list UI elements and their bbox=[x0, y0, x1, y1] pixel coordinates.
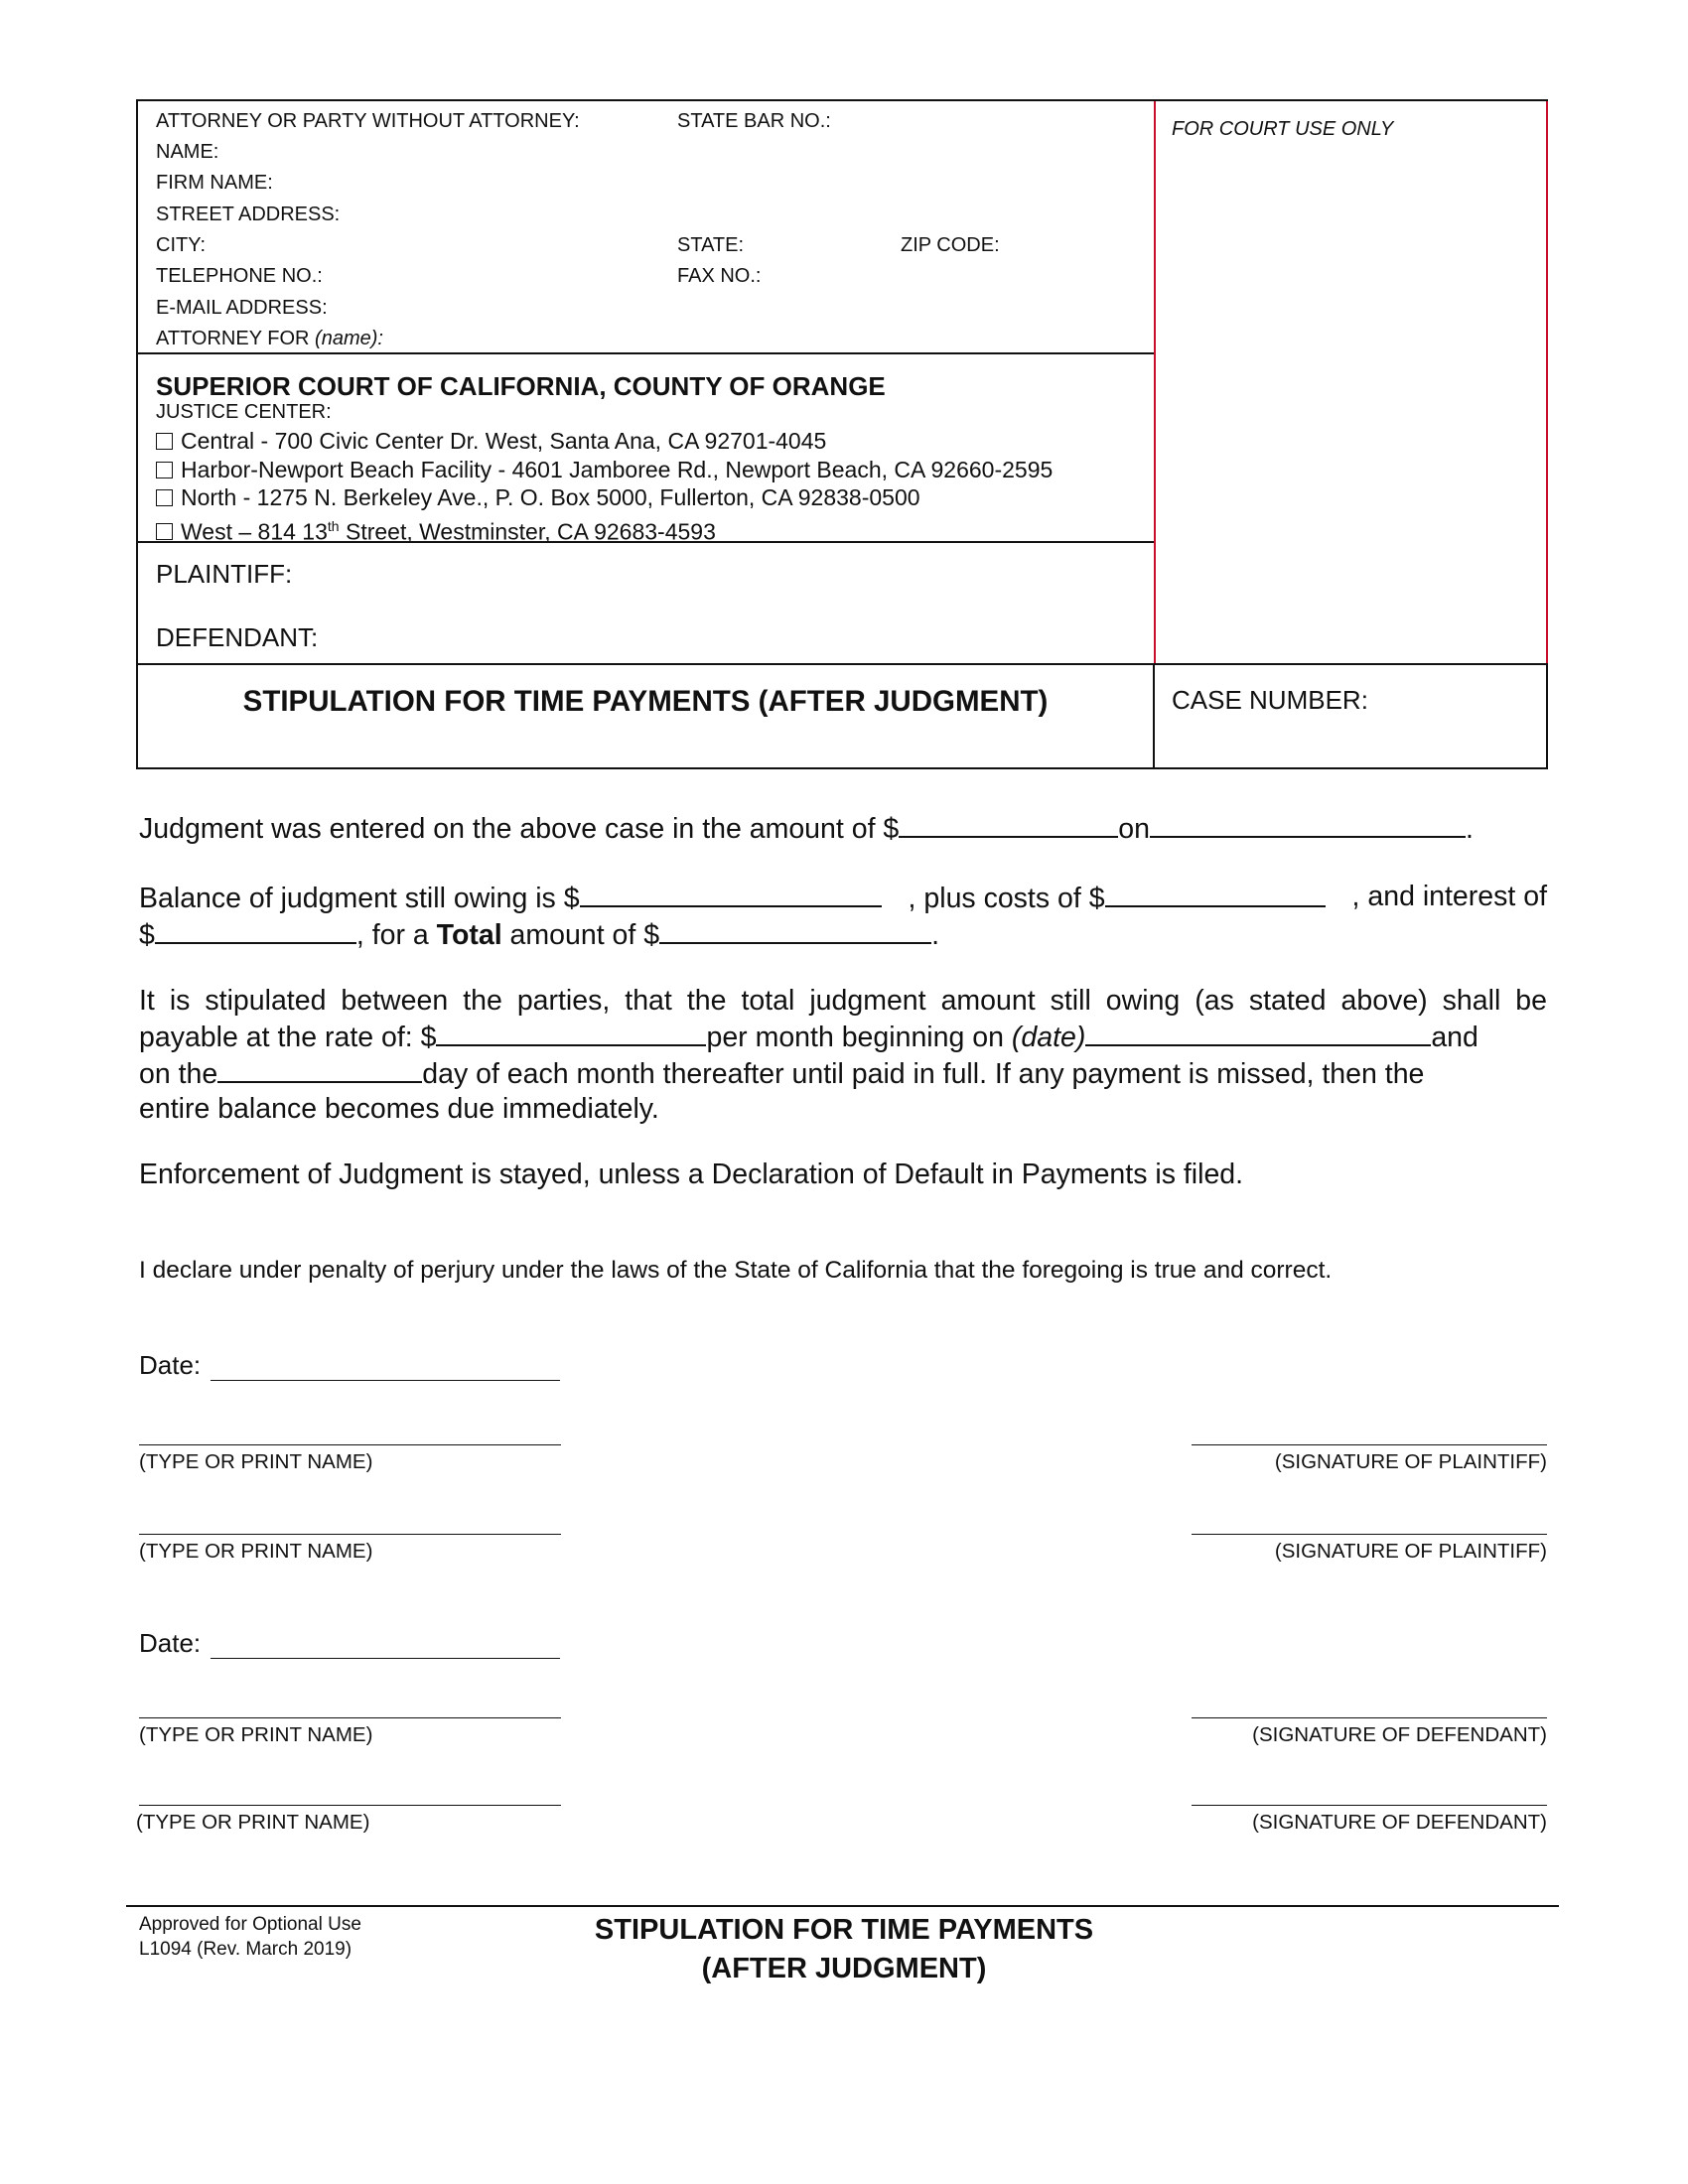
judgment-entered-paragraph bbox=[139, 810, 1547, 847]
text: , plus costs of $ bbox=[908, 883, 1105, 914]
footer-form-info bbox=[139, 1912, 361, 1962]
text: on bbox=[1118, 813, 1150, 845]
footer-title-line-2: (AFTER JUDGMENT) bbox=[701, 1953, 987, 1984]
plaintiff-signature-field-1[interactable] bbox=[1192, 1444, 1547, 1445]
firm-name-label: FIRM NAME: bbox=[156, 172, 273, 194]
text: It is stipulated between the parties, that the total judgment amount still owing (as stated above) shall be bbox=[139, 985, 1547, 1017]
text: . bbox=[931, 919, 939, 951]
defendant-date-field[interactable] bbox=[211, 1658, 560, 1659]
city-label: CITY: bbox=[156, 234, 207, 256]
checkbox[interactable] bbox=[156, 433, 173, 450]
declaration-statement: I declare under penalty of perjury under the laws of the State of California that the foregoing is true and correct. bbox=[139, 1257, 1333, 1284]
enforcement-paragraph: Enforcement of Judgment is stayed, unless a Declaration of Default in Payments is filed. bbox=[139, 1159, 1244, 1190]
text: amount of $ bbox=[509, 919, 660, 951]
text: . bbox=[1465, 813, 1474, 845]
interest-field[interactable] bbox=[155, 916, 356, 944]
text: entire balance becomes due immediately. bbox=[139, 1093, 659, 1125]
street-address-label: STREET ADDRESS: bbox=[156, 204, 341, 225]
defendant-label: DEFENDANT: bbox=[156, 622, 319, 652]
fax-label: FAX NO.: bbox=[677, 265, 762, 287]
form-number: L1094 (Rev. March 2019) bbox=[139, 1939, 352, 1960]
approved-label: Approved for Optional Use bbox=[139, 1914, 361, 1935]
justice-center-harbor[interactable] bbox=[156, 456, 1053, 484]
text: per month beginning on bbox=[706, 1022, 1004, 1053]
center-label-prefix: West – 814 13 bbox=[181, 518, 328, 545]
form-title: STIPULATION FOR TIME PAYMENTS (AFTER JUDGMENT) bbox=[242, 685, 1049, 718]
balance-owing-field[interactable] bbox=[580, 880, 882, 907]
text: payable at the rate of: $ bbox=[139, 1022, 437, 1053]
center-label-suffix: Street, Westminster, CA 92683-4593 bbox=[339, 518, 716, 545]
plaintiff-date-label: Date: bbox=[139, 1350, 202, 1380]
plaintiff-label: PLAINTIFF: bbox=[156, 559, 293, 589]
monthly-payment-field[interactable] bbox=[436, 1019, 706, 1046]
state-label: STATE: bbox=[677, 234, 745, 256]
text: day of each month thereafter until paid in full. If any payment is missed, then the bbox=[422, 1058, 1425, 1090]
footer-divider bbox=[126, 1905, 1559, 1907]
text: Balance of judgment still owing is $ bbox=[139, 883, 580, 914]
print-name-caption: (TYPE OR PRINT NAME) bbox=[139, 1450, 373, 1473]
defendant-name-field-1[interactable] bbox=[139, 1717, 561, 1718]
print-name-caption: (TYPE OR PRINT NAME) bbox=[136, 1811, 370, 1834]
print-name-caption: (TYPE OR PRINT NAME) bbox=[139, 1723, 373, 1746]
print-name-caption: (TYPE OR PRINT NAME) bbox=[139, 1540, 373, 1563]
signature-plaintiff-caption: (SIGNATURE OF PLAINTIFF) bbox=[1274, 1540, 1547, 1563]
justice-center-north[interactable] bbox=[156, 483, 1053, 512]
attorney-for-name-hint: (name): bbox=[315, 328, 383, 349]
defendant-signature-field-2[interactable] bbox=[1192, 1805, 1547, 1806]
text: on the bbox=[139, 1058, 218, 1090]
zip-code-label: ZIP CODE: bbox=[901, 234, 1000, 256]
footer-title-line-1: STIPULATION FOR TIME PAYMENTS bbox=[594, 1914, 1094, 1946]
plaintiff-name-field-2[interactable] bbox=[139, 1534, 561, 1535]
checkbox[interactable] bbox=[156, 489, 173, 506]
checkbox[interactable] bbox=[156, 523, 173, 540]
defendant-name-field-2[interactable] bbox=[139, 1805, 561, 1806]
begin-date-field[interactable] bbox=[1085, 1019, 1431, 1046]
footer-title bbox=[457, 1911, 1231, 1988]
justice-center-list bbox=[156, 427, 1053, 546]
total-amount-field[interactable] bbox=[659, 916, 931, 944]
judgment-amount-field[interactable] bbox=[899, 810, 1118, 838]
date-hint: (date) bbox=[1011, 1022, 1086, 1053]
court-use-only-label: FOR COURT USE ONLY bbox=[1172, 118, 1394, 140]
defendant-signature-field-1[interactable] bbox=[1192, 1717, 1547, 1718]
text: , for a bbox=[355, 919, 429, 951]
name-label: NAME: bbox=[156, 141, 219, 163]
center-label: North - 1275 N. Berkeley Ave., P. O. Box 5000, Fullerton, CA 92838-0500 bbox=[181, 484, 920, 510]
text: $ bbox=[139, 919, 155, 951]
state-bar-label: STATE BAR NO.: bbox=[677, 110, 831, 132]
judgment-date-field[interactable] bbox=[1150, 810, 1466, 838]
center-label: Harbor-Newport Beach Facility - 4601 Jamboree Rd., Newport Beach, CA 92660-2595 bbox=[181, 456, 1054, 482]
plaintiff-name-field-1[interactable] bbox=[139, 1444, 561, 1445]
costs-field[interactable] bbox=[1105, 880, 1326, 907]
court-name: SUPERIOR COURT OF CALIFORNIA, COUNTY OF ORANGE bbox=[156, 371, 886, 401]
text: , and interest of bbox=[1351, 881, 1547, 912]
attorney-label: ATTORNEY OR PARTY WITHOUT ATTORNEY: bbox=[156, 110, 580, 132]
center-label-superscript: th bbox=[327, 517, 340, 534]
stipulation-paragraph bbox=[139, 984, 1547, 1127]
justice-center-west[interactable] bbox=[156, 512, 1053, 546]
case-number-label: CASE NUMBER: bbox=[1172, 685, 1368, 715]
center-label: Central - 700 Civic Center Dr. West, Santa Ana, CA 92701-4045 bbox=[181, 428, 827, 454]
plaintiff-signature-field-2[interactable] bbox=[1192, 1534, 1547, 1535]
telephone-label: TELEPHONE NO.: bbox=[156, 265, 323, 287]
text: and bbox=[1431, 1022, 1478, 1053]
checkbox[interactable] bbox=[156, 462, 173, 478]
justice-center-label: JUSTICE CENTER: bbox=[156, 401, 332, 423]
email-label: E-MAIL ADDRESS: bbox=[156, 297, 328, 319]
attorney-for-text: ATTORNEY FOR bbox=[156, 328, 310, 349]
plaintiff-date-field[interactable] bbox=[211, 1380, 560, 1381]
attorney-for-label bbox=[156, 324, 383, 354]
payment-day-field[interactable] bbox=[217, 1055, 422, 1083]
total-label: Total bbox=[436, 919, 502, 951]
signature-defendant-caption: (SIGNATURE OF DEFENDANT) bbox=[1252, 1811, 1547, 1834]
defendant-date-label: Date: bbox=[139, 1628, 202, 1658]
balance-paragraph bbox=[139, 880, 1547, 953]
signature-defendant-caption: (SIGNATURE OF DEFENDANT) bbox=[1252, 1723, 1547, 1746]
signature-plaintiff-caption: (SIGNATURE OF PLAINTIFF) bbox=[1274, 1450, 1547, 1473]
justice-center-central[interactable] bbox=[156, 427, 1053, 456]
text: Judgment was entered on the above case in the amount of $ bbox=[139, 813, 900, 845]
